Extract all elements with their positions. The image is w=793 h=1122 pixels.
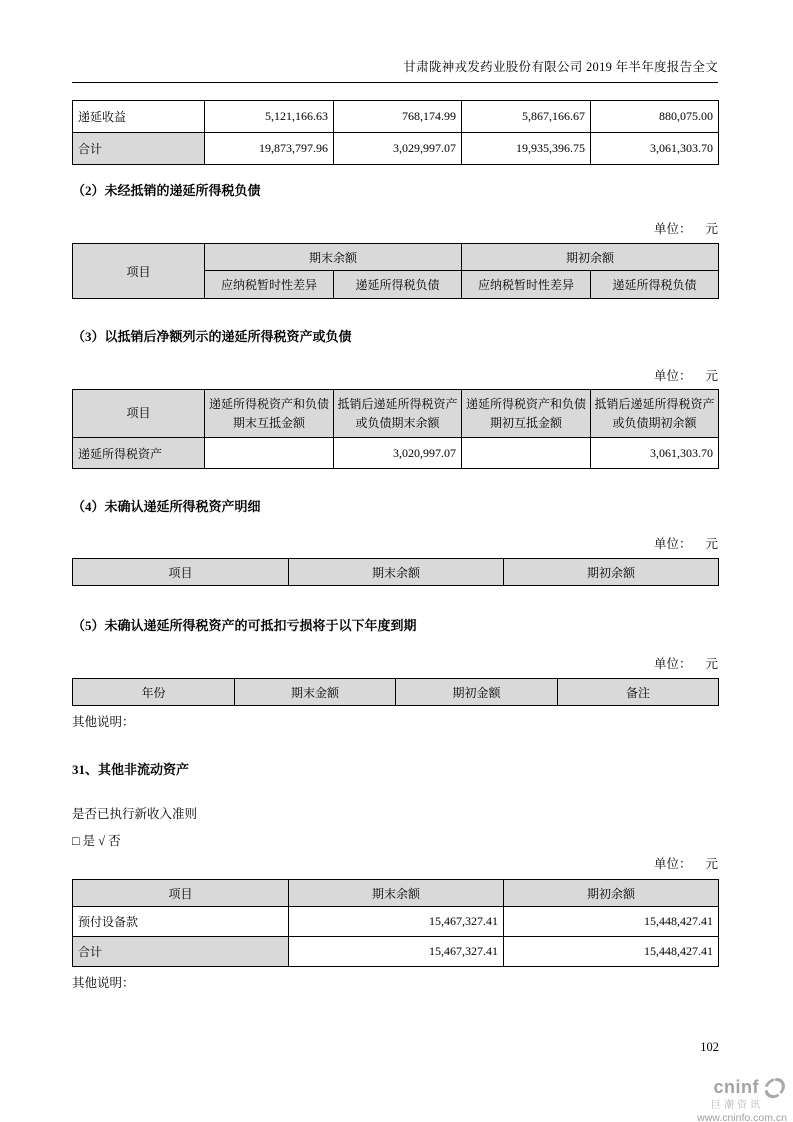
header-cell: 期初金额 <box>396 679 558 706</box>
page-number: 102 <box>700 1040 719 1054</box>
header-cell: 项目 <box>73 559 289 586</box>
section-31-title: 31、其他非流动资产 <box>72 762 190 777</box>
header-cell: 应纳税暂时性差异 <box>205 271 334 299</box>
header-row <box>73 244 719 271</box>
header-cell: 项目 <box>73 244 205 299</box>
unit-line <box>72 654 718 672</box>
net-deferred-tax-table <box>72 389 719 469</box>
unit-line <box>72 219 718 237</box>
header-cell: 递延所得税负债 <box>591 271 719 299</box>
value-cell <box>205 438 334 469</box>
header-cell: 递延所得税资产和负债期初互抵金额 <box>462 390 591 438</box>
unit-line <box>72 366 718 384</box>
header-row <box>73 559 719 586</box>
deductible-losses-expiry-table <box>72 678 719 706</box>
value-cell: 3,020,997.07 <box>334 438 462 469</box>
unit-value: 元 <box>705 537 718 551</box>
other-notes-label: 其他说明： <box>72 715 135 729</box>
header-cell: 递延所得税负债 <box>334 271 462 299</box>
header-cell: 应纳税暂时性差异 <box>462 271 591 299</box>
unit-value: 元 <box>705 222 718 236</box>
value-cell: 3,061,303.70 <box>591 133 719 165</box>
header-cell: 期末余额 <box>289 880 504 907</box>
header-cell: 期末金额 <box>235 679 396 706</box>
value-cell: 5,121,166.63 <box>205 101 334 133</box>
value-cell: 19,935,396.75 <box>462 133 591 165</box>
unit-line <box>72 854 718 872</box>
value-cell: 880,075.00 <box>591 101 719 133</box>
unit-line <box>72 534 718 552</box>
row-label-cell: 合计 <box>73 133 205 165</box>
section-2-title: （2）未经抵销的递延所得税负债 <box>72 183 261 198</box>
value-cell: 15,448,427.41 <box>504 907 719 937</box>
deferred-income-summary-table <box>72 100 719 165</box>
value-cell: 15,467,327.41 <box>289 907 504 937</box>
row-label-cell: 递延所得税资产 <box>73 438 205 469</box>
header-cell: 抵销后递延所得税资产或负债期初余额 <box>591 390 719 438</box>
row-label-cell: 递延收益 <box>73 101 205 133</box>
new-revenue-standard-question: 是否已执行新收入准则 <box>72 807 198 821</box>
unit-value: 元 <box>705 369 718 383</box>
unit-value: 元 <box>705 857 718 871</box>
value-cell: 5,867,166.67 <box>462 101 591 133</box>
header-row <box>73 880 719 907</box>
unit-label: 单位： <box>653 537 692 551</box>
value-cell <box>462 438 591 469</box>
unit-label: 单位： <box>653 369 692 383</box>
header-cell: 期末余额 <box>289 559 504 586</box>
other-notes-label: 其他说明： <box>72 976 135 990</box>
table-row-total <box>73 937 719 967</box>
row-label-cell: 预付设备款 <box>73 907 289 937</box>
section-5-title: （5）未确认递延所得税资产的可抵扣亏损将于以下年度到期 <box>72 618 417 633</box>
header-row <box>73 390 719 438</box>
header-cell: 年份 <box>73 679 235 706</box>
value-cell: 768,174.99 <box>334 101 462 133</box>
header-row <box>73 679 719 706</box>
unit-label: 单位： <box>653 222 692 236</box>
row-label-cell: 合计 <box>73 937 289 967</box>
header-cell: 递延所得税资产和负债期末互抵金额 <box>205 390 334 438</box>
cninfo-url: www.cninfo.com.cn <box>697 1112 787 1122</box>
unit-label: 单位： <box>653 657 692 671</box>
report-title: 甘肃陇神戎发药业股份有限公司 2019 年半年度报告全文 <box>403 60 718 74</box>
page-header <box>72 0 718 83</box>
header-cell: 期初余额 <box>462 244 719 271</box>
other-noncurrent-assets-table <box>72 879 719 967</box>
header-cell: 抵销后递延所得税资产或负债期末余额 <box>334 390 462 438</box>
value-cell: 19,873,797.96 <box>205 133 334 165</box>
header-cell: 期末余额 <box>205 244 462 271</box>
unrecognized-deferred-tax-assets-table <box>72 558 719 586</box>
value-cell: 3,029,997.07 <box>334 133 462 165</box>
cninfo-chinese-name: 巨潮资讯 <box>711 1100 763 1111</box>
unoffset-deferred-tax-liabilities-table <box>72 243 719 299</box>
header-cell: 期初余额 <box>504 880 719 907</box>
table-row <box>73 907 719 937</box>
new-revenue-standard-answer: □ 是 √ 否 <box>72 834 121 848</box>
header-cell: 期初余额 <box>504 559 719 586</box>
section-3-title: （3）以抵销后净额列示的递延所得税资产或负债 <box>72 329 352 344</box>
value-cell: 3,061,303.70 <box>591 438 719 469</box>
header-cell: 项目 <box>73 390 205 438</box>
table-row-total <box>73 133 719 165</box>
header-cell: 备注 <box>558 679 719 706</box>
section-4-title: （4）未确认递延所得税资产明细 <box>72 499 261 514</box>
unit-value: 元 <box>705 657 718 671</box>
cninfo-brand-text: cninf <box>713 1077 759 1098</box>
table-row <box>73 101 719 133</box>
value-cell: 15,467,327.41 <box>289 937 504 967</box>
header-cell: 项目 <box>73 880 289 907</box>
table-row <box>73 438 719 469</box>
unit-label: 单位： <box>653 857 692 871</box>
value-cell: 15,448,427.41 <box>504 937 719 967</box>
cninfo-logo <box>697 1077 787 1122</box>
page-content <box>72 0 718 991</box>
cninfo-swirl-icon <box>761 1077 787 1099</box>
